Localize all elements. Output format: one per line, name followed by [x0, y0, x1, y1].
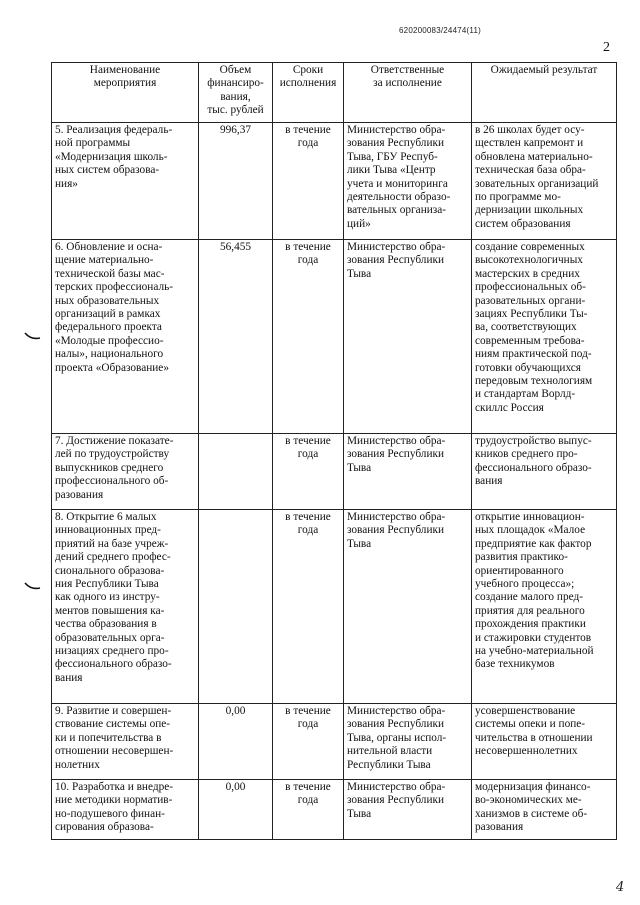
cell-result: усовершенствование системы опеки и попе- чительства в отношении несовершеннолетних — [472, 704, 617, 780]
cell-name: 9. Развитие и совершен- ствование системы опе- ки и попечительства в отношении несовершен- нолетних — [52, 704, 199, 780]
column-header-responsible: Ответственные за исполнение — [344, 63, 472, 123]
column-header-amount: Объем финансиро- вания, тыс. рублей — [199, 63, 273, 123]
cell-amount: 0,00 — [199, 780, 273, 840]
margin-pen-mark — [24, 330, 42, 344]
cell-term: в течение года — [273, 780, 344, 840]
cell-result: модернизация финансо- во-экономических ме- ханизмов в системе об- разования — [472, 780, 617, 840]
column-header-name: Наименование мероприятия — [52, 63, 199, 123]
table-row — [52, 240, 617, 434]
cell-amount — [199, 434, 273, 510]
cell-amount: 996,37 — [199, 123, 273, 240]
cell-name: 5. Реализация федераль- ной программы «Модернизация школь- ных систем образова- ния» — [52, 123, 199, 240]
cell-result: трудоустройство выпус- кников среднего про- фессионального образо- вания — [472, 434, 617, 510]
handwritten-page-mark: 4 — [616, 880, 625, 895]
table-row — [52, 704, 617, 780]
cell-term: в течение года — [273, 704, 344, 780]
cell-name: 6. Обновление и осна- щение материально- технической базы мас- терских профессиональ- ных образовательных организаций в рамках федерального проекта «Молодые профессио- налы», национального проекта «Образование» — [52, 240, 199, 434]
page-number: 2 — [603, 40, 610, 55]
margin-pen-mark — [24, 580, 42, 594]
table-header-row — [52, 63, 617, 123]
column-header-result: Ожидаемый результат — [472, 63, 617, 123]
cell-name: 7. Достижение показате- лей по трудоустройству выпускников среднего профессионального об- разования — [52, 434, 199, 510]
cell-responsible: Министерство обра- зования Республики Тыва — [344, 434, 472, 510]
cell-result: открытие инновацион- ных площадок «Малое предприятие как фактор развития практико- ориентированного учебного процесса»; создание малого пред- приятия для реального прохождения практики и стажировки студентов на учебно-материальной базе техникумов — [472, 510, 617, 704]
cell-responsible: Министерство обра- зования Республики Тыва, органы испол- нительной власти Республики Тыва — [344, 704, 472, 780]
cell-result: создание современных высокотехнологичных мастерских в средних профессиональных об- разовательных органи- зациях Республики Ты- ва, соответствующих современным требова- ниям практической под- готовки обучающихся передовым технологиям и стандартам Ворлд- скиллс Россия — [472, 240, 617, 434]
cell-name: 8. Открытие 6 малых инновационных пред- приятий на базе учреж- дений среднего профес- сионального образова- ния Республики Тыва как одного из инстру- ментов повышения ка- чества образования в образовательных орга- низациях среднего про- фессионального образо- вания — [52, 510, 199, 704]
column-header-term: Сроки исполнения — [273, 63, 344, 123]
cell-term: в течение года — [273, 240, 344, 434]
cell-amount: 0,00 — [199, 704, 273, 780]
table-row — [52, 780, 617, 840]
cell-name: 10. Разработка и внедре- ние методики норматив- но-подушевого финан- сирования образова- — [52, 780, 199, 840]
cell-responsible: Министерство обра- зования Республики Тыва, ГБУ Респуб- лики Тыва «Центр учета и мониторинга деятельности образо- вательных организа- ций» — [344, 123, 472, 240]
document-code: 620200083/24474(11) — [399, 26, 481, 35]
cell-term: в течение года — [273, 434, 344, 510]
table-row — [52, 123, 617, 240]
action-plan-table — [51, 62, 617, 840]
cell-responsible: Министерство обра- зования Республики Тыва — [344, 780, 472, 840]
cell-term: в течение года — [273, 510, 344, 704]
cell-term: в течение года — [273, 123, 344, 240]
cell-amount: 56,455 — [199, 240, 273, 434]
table-row — [52, 510, 617, 704]
table-row — [52, 434, 617, 510]
cell-result: в 26 школах будет осу- ществлен капремонт и обновлена материально- техническая база обра- зовательных организаций по программе мо- дернизации школьных систем образования — [472, 123, 617, 240]
cell-amount — [199, 510, 273, 704]
cell-responsible: Министерство обра- зования Республики Тыва — [344, 240, 472, 434]
cell-responsible: Министерство обра- зования Республики Тыва — [344, 510, 472, 704]
